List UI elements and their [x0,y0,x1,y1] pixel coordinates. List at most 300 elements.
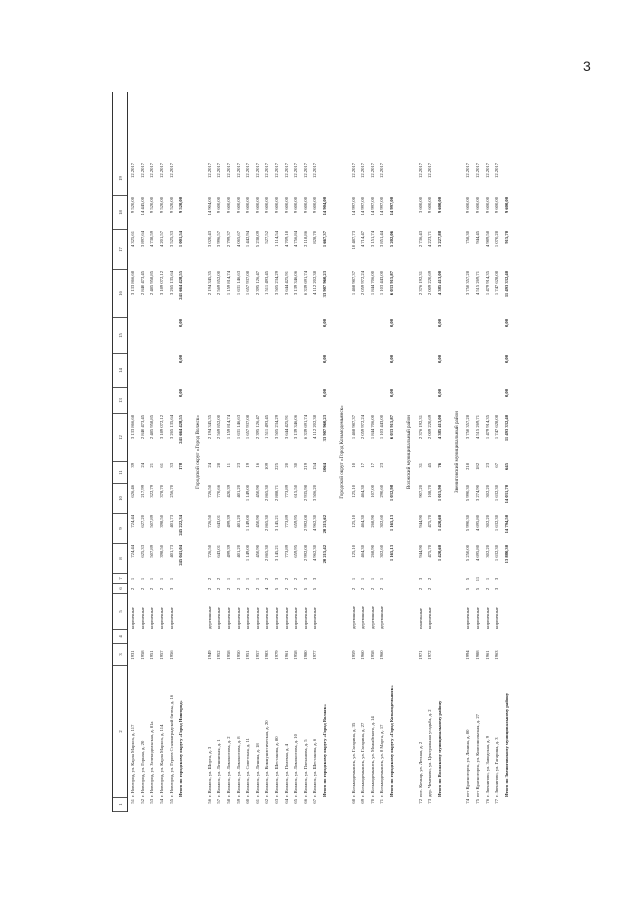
table-cell: 12.2017 [379,163,385,178]
table-cell: 1951 [149,650,155,660]
table-cell: 11 [226,463,232,468]
table-cell: г. Новгород, ул. Карла Маркса, д. 117 [130,724,136,797]
section-title: Городской округ «Город Волжск» [195,415,202,489]
column-header: 4 [113,630,127,644]
table-cell: 4 201,57 [159,231,165,248]
table-cell: деревянные [379,606,385,629]
table-cell: 2 [139,587,145,591]
table-cell: 475,70 [427,515,433,528]
table-cell: 1961 [484,650,490,660]
table-row [463,92,473,812]
table-cell: 4 989,58 [484,231,490,248]
table-cell: 1958 [226,650,232,660]
table-cell: 63 [274,799,280,804]
table-cell: 1971 [417,650,423,660]
table-cell: 1963 [494,650,500,660]
table-cell: 76 [436,463,442,468]
table-cell: 3 133 866,68 [130,415,136,440]
table-cell: 9 600,00 [494,197,500,214]
table-cell: 2 [245,587,251,591]
total-row [501,92,511,812]
table-cell: 2 [283,587,289,591]
table-cell: 2 [283,577,289,581]
table-cell: 626,46 [130,485,136,498]
table-cell: 1 420,60 [436,515,442,532]
table-cell: деревянные [350,606,356,629]
table-cell: 828,70 [312,231,318,244]
table-cell: 218 [465,463,471,470]
table-cell: 12.2017 [274,163,280,178]
table-cell: 9 600,00 [293,197,299,214]
table-cell: 1 [245,577,251,581]
table-cell: кирпичные [465,607,471,629]
table-cell: 450,90 [254,515,260,528]
table-cell: кирпичные [283,607,289,629]
table-cell: 12.2017 [254,163,260,178]
table-cell: 5 [302,587,308,591]
table-cell: 9 600,00 [245,197,251,214]
table-cell: 401,20 [235,545,241,558]
table-cell: 12.2017 [494,163,500,178]
table-cell: 4 695,80 [474,545,480,562]
table-row [253,92,263,812]
table-cell: 2 [130,587,136,591]
table-cell: 2 [360,587,366,591]
table-row [224,92,234,812]
table-cell: 12.2017 [302,163,308,178]
table-cell: 53 [149,799,155,804]
table-cell: 0,00 [178,355,184,364]
table-cell: 4 962,30 [312,545,318,562]
table-cell: 643,01 [216,545,222,558]
total-row [434,92,444,812]
table-cell: 3 [274,577,280,581]
table-cell: 56 [206,799,212,804]
table-cell: 4 695,80 [474,515,480,532]
table-cell: 77 [494,799,500,804]
table-cell: 58 [226,799,232,804]
table-cell: 499,39 [226,515,232,528]
table-cell: 527,52 [264,231,270,244]
table-cell: г. Волжск, ул. Шорса, д. 3 [206,746,212,797]
table-cell: 11 [474,576,480,582]
table-cell: 2 009 220,69 [427,415,433,440]
column-header: 12 [113,414,127,462]
table-cell: 1 149,00 [245,485,251,502]
table-cell: 9 520,00 [130,197,136,214]
table-cell: 401,20 [235,485,241,498]
table-cell: 2 [149,587,155,591]
table-cell: 31 [417,463,423,468]
table-cell: 9 600,00 [427,197,433,214]
table-cell: 4 515 269,71 [474,415,480,440]
table-cell: 76 [484,799,490,804]
table-cell: 2 395 126,47 [254,415,260,440]
table-row [233,92,243,812]
table-cell: 1 442,94 [245,231,251,248]
table-cell: г. Новгород, ул. Зеленодольская, д. 81а [149,721,155,797]
table-cell: 67 [312,799,318,804]
table-cell: кирпичные [312,607,318,629]
table-cell: 3 [168,587,174,591]
total-row [320,92,330,812]
table-cell: 726,50 [206,515,212,528]
table-cell: 9 520,00 [178,197,184,214]
table-cell: 3 644 425,91 [283,271,289,296]
table-cell: 464,30 [360,545,366,558]
table-cell: 3 [417,577,423,581]
table-cell: Итого по городскому округу «Город Новгород» [178,700,184,797]
table-cell: 2 [206,587,212,591]
table-cell: 241 664 428,55 [178,271,184,300]
table-cell: 2 [427,577,433,581]
table-cell: 1983 [264,650,270,660]
table-cell: 1 165,13 [388,545,394,562]
table-cell: г. Волжск, ул. Ленина, д. 18 [254,743,260,797]
table-cell: 71 [379,799,385,804]
table-cell: 61 [254,799,260,804]
table-cell: 3 189 072,12 [159,415,165,440]
table-cell: 24 [139,463,145,468]
table-cell: 464,30 [360,515,366,528]
table-cell: 773,89 [283,485,289,498]
table-cell: 1 479 914,35 [484,415,490,440]
table-cell: 28 [216,463,222,468]
table-cell: 3 265 135,64 [168,271,174,296]
table-cell: 5 202,06 [388,231,394,248]
table-cell: 51 [130,799,136,804]
table-cell: 24 [206,463,212,468]
table-row [291,92,301,812]
table-cell: 464,30 [360,485,366,498]
table-cell: 2 840 473,45 [139,415,145,440]
table-cell: 39 [130,463,136,468]
table-cell: 12.2017 [293,163,299,178]
table-row [377,92,387,812]
table-cell: 1 468 987,37 [350,271,356,296]
table-cell: 33 [168,463,174,468]
table-cell: 1988 [474,650,480,660]
table-cell: 0,00 [388,389,394,398]
table-cell: г. Козьмодемьянск, ул. Гагарина, д. 35 [350,722,356,797]
table-cell: 5 [465,577,471,581]
table-cell: 758,30 [465,231,471,244]
table-cell: 3 [312,577,318,581]
table-cell: 1931 [130,650,136,660]
table-cell: 12.2017 [369,163,375,178]
table-cell: 9 600,00 [235,197,241,214]
table-cell: 2 [293,587,299,591]
table-cell: 4 [264,587,270,591]
table-cell: 3 750 357,28 [465,415,471,440]
table-cell: кирпичные [302,607,308,629]
table-cell: 12.2017 [350,163,356,178]
table-cell: 627,20 [139,515,145,528]
table-cell: 401,73 [168,545,174,558]
table-cell: 9 600,00 [503,197,509,214]
table-row [166,92,176,812]
table-cell: 659,95 [293,545,299,558]
table-cell: 9 600,00 [474,197,480,214]
table-cell: 1 032,98 [388,485,394,502]
table-cell: 20 215,62 [321,515,327,534]
column-header: 18 [113,196,127,230]
table-cell: 9 600,00 [274,197,280,214]
column-header: 10 [113,484,127,514]
table-cell: Итого по Звениговскому муниципальному району [503,692,509,797]
table-row [358,92,368,812]
table-cell: 1 001,54 [178,231,184,248]
table-cell: г. Волжск, ул. Полевая, д. 4 [283,744,289,797]
column-header: 2 [113,666,127,798]
table-cell: 3 [302,577,308,581]
total-row [387,92,397,812]
table-cell: г. Волжск, ул. Ломоносова, д. 8 [235,736,241,797]
table-row [214,92,224,812]
table-cell: г. Волжск, ул. Советская, д. 11 [245,738,251,797]
table-cell: 2 992,08 [302,545,308,562]
table-cell: 268,90 [369,515,375,528]
table-cell: 6 033 915,87 [388,415,394,440]
table-cell: 2 [350,587,356,591]
table-cell: 907,20 [417,485,423,498]
table-cell: 74 [465,799,471,804]
table-cell: 3 851,44 [379,231,385,248]
table-row [262,92,272,812]
column-header: 9 [113,514,127,544]
column-header: 5 [113,594,127,630]
table-cell: 12.2017 [216,163,222,178]
table-cell: 3 600,00 [417,197,423,214]
table-cell: 2 935,98 [302,485,308,502]
table-cell: 12.2017 [226,163,232,178]
table-cell: 5 [465,587,471,591]
table-cell: 2 485 958,85 [149,271,155,296]
table-cell: 1956 [168,650,174,660]
table-cell: 55 [168,799,174,804]
table-cell: 6 339 691,74 [302,271,308,296]
table-cell: г. Козьмодемьянск, ул. 8 Марта, д. 17 [379,724,385,797]
table-cell: 14 997,00 [388,197,394,216]
table-cell: 290,60 [379,485,385,498]
table-cell: 1958 [139,650,145,660]
table-cell: кирпичные [159,607,165,629]
table-cell: 13 880,30 [503,545,509,564]
table-cell: 5 [474,587,480,591]
table-cell: 9 600,00 [226,197,232,214]
table-cell: 1 159 814,74 [226,271,232,296]
table-cell: 1 657 937,08 [245,415,251,440]
table-cell: 0,00 [321,355,327,364]
table-row [492,92,502,812]
table-cell: 12.2017 [312,163,318,178]
table-cell: 12.2017 [149,163,155,178]
table-row [147,92,157,812]
table-cell: 23 [484,463,490,468]
table-cell: 4 112 202,38 [312,271,318,295]
table-cell: г. Волжск, ул. Коммунистическая, д. 20 [264,720,270,797]
table-cell: 302,60 [379,515,385,528]
table-cell: 59 [235,799,241,804]
table-cell: 241 664 428,55 [178,415,184,444]
table-cell: пос. Кочкар, ул. Лесная, д. 2 [417,741,423,797]
table-cell: 3 151,74 [369,231,375,248]
table-cell: кирпичные [130,607,136,629]
table-cell: 72 [417,799,423,804]
table-cell: 9 600,00 [312,197,318,214]
table-cell: 726,50 [206,545,212,558]
table-cell: 4 756,84 [293,231,299,248]
data-table [112,92,532,812]
table-cell: 68 [350,799,356,804]
table-cell: 5 [274,587,280,591]
table-cell: 225 [274,463,280,470]
table-cell: 2 [369,587,375,591]
table-cell: 9 600,00 [484,197,490,214]
table-cell: 1 114,54 [274,231,280,247]
table-cell: 14 445,00 [139,197,145,216]
table-cell: 12.2017 [264,163,270,178]
table-cell: 178 [178,463,184,470]
table-cell: 1 [130,577,136,581]
table-cell: 5 238,09 [254,231,260,248]
table-cell: 4 714,47 [360,231,366,248]
table-cell: 4 385 413,00 [436,415,442,440]
table-cell: 125,10 [350,515,356,528]
table-cell: 4 385 413,00 [436,271,442,296]
table-cell: кирпичные [264,607,270,629]
table-cell: 0,00 [178,389,184,398]
table-cell: 3 139 346,06 [293,271,299,296]
table-cell: 2 [235,587,241,591]
table-cell: 3 139 346,06 [293,415,299,440]
table-cell: 67 [494,463,500,468]
table-cell: 60 [245,799,251,804]
table-cell: 12.2017 [417,163,423,178]
table-cell: 302,20 [484,545,490,558]
table-cell: 4 709,18 [283,231,289,248]
table-cell: Итого по городскому округу «Город Волжск» [321,704,327,797]
table-cell: 398,50 [159,515,165,528]
table-cell: 45 [427,463,433,468]
table-cell: 33 907 960,23 [321,415,327,442]
table-cell: 1952 [216,650,222,660]
table-cell: г. Волжск, ул. Плеханова, д. 5 [302,739,308,797]
table-cell: 2 888,71 [274,485,280,502]
column-header: 8 [113,544,127,574]
table-cell: 3 189 072,12 [159,271,165,296]
table-cell: 1 657 937,08 [245,271,251,296]
table-cell: 3 525,33 [168,231,174,248]
table-cell: 1958 [293,650,299,660]
column-header: 14 [113,354,127,388]
table-cell: 944,45 [474,231,480,244]
table-cell: 302,20 [484,485,490,498]
table-cell: 2 [159,587,165,591]
table-row [348,92,358,812]
table-cell: 10 487,73 [350,231,356,250]
table-cell: 645 [503,463,509,470]
table-cell: 1 [379,577,385,581]
table-cell: 450,90 [254,485,260,498]
table-cell: кирпичные [427,607,433,629]
section-title: Звениговский муниципальный район [453,411,460,493]
table-cell: 12.2017 [283,163,289,178]
table-cell: пгт Красногорск, ул. Ленина, д. 80 [465,729,471,797]
table-cell: кирпичные [216,607,222,629]
table-row [243,92,253,812]
table-cell: 2 865,30 [264,515,270,532]
table-cell: 20 [283,463,289,468]
table-cell: 1 [168,577,174,581]
table-cell: 12.2017 [235,163,241,178]
table-row [482,92,492,812]
table-cell: 3 750 357,28 [465,271,471,296]
table-row [415,92,425,812]
table-cell: 73 [427,799,433,804]
table-cell: 1958 [369,650,375,660]
table-cell: 2 865,30 [264,485,270,502]
column-header: 19 [113,162,127,196]
table-cell: 1961 [283,650,289,660]
table-cell: 217,99 [139,485,145,498]
table-cell: 1949 [206,650,212,660]
table-cell: 9 520,00 [168,197,174,214]
table-cell: 1 511 493,45 [264,271,270,295]
table-cell: 2 [226,587,232,591]
table-cell: 1957 [159,650,165,660]
table-cell: 4 738,59 [149,231,155,248]
table-row [301,92,311,812]
table-cell: г. Новгород, ул. Горная, д. 20 [139,740,145,797]
page-number: 3 [583,58,591,74]
table-cell: кирпичные [484,607,490,629]
table-cell: 2 376 192,31 [417,415,423,440]
table-cell: 615,50 [293,485,299,498]
table-cell: 3 [494,577,500,581]
table-cell: 9 600,00 [465,197,471,214]
column-header: 16 [113,270,127,318]
column-header: 13 [113,388,127,414]
table-cell: 4 962,30 [312,515,318,532]
table-cell: 66 [302,799,308,804]
table-cell: 54 [159,799,165,804]
table-cell: 302,20 [484,515,490,528]
table-cell: 3 145,21 [274,545,280,562]
table-cell: 3 [494,587,500,591]
table-cell: 1 070,28 [494,231,500,248]
total-row [176,92,186,812]
table-cell: г. Волжск, ул. Ломоносова, д. 10 [293,734,299,797]
table-cell: кирпичные [254,607,260,629]
table-cell: 9 600,00 [283,197,289,214]
table-cell: 0,00 [388,355,394,364]
table-cell: 1 468 987,37 [350,415,356,440]
table-cell: 9 520,00 [159,197,165,214]
table-cell: 773,89 [283,515,289,528]
table-cell: 2 194 345,35 [206,271,212,296]
table-cell: 3 996,57 [216,231,222,248]
table-cell: 499,39 [226,545,232,558]
table-cell: кирпичные [293,607,299,629]
table-cell: 2 009 220,69 [427,271,433,296]
column-header: 1 [113,798,127,812]
table-cell: 322,79 [149,485,155,498]
table-cell: 1 747 628,08 [494,271,500,296]
table-cell: 659,95 [293,515,299,528]
table-cell: 4 065,67 [235,231,241,248]
table-cell: 726,50 [206,485,212,498]
